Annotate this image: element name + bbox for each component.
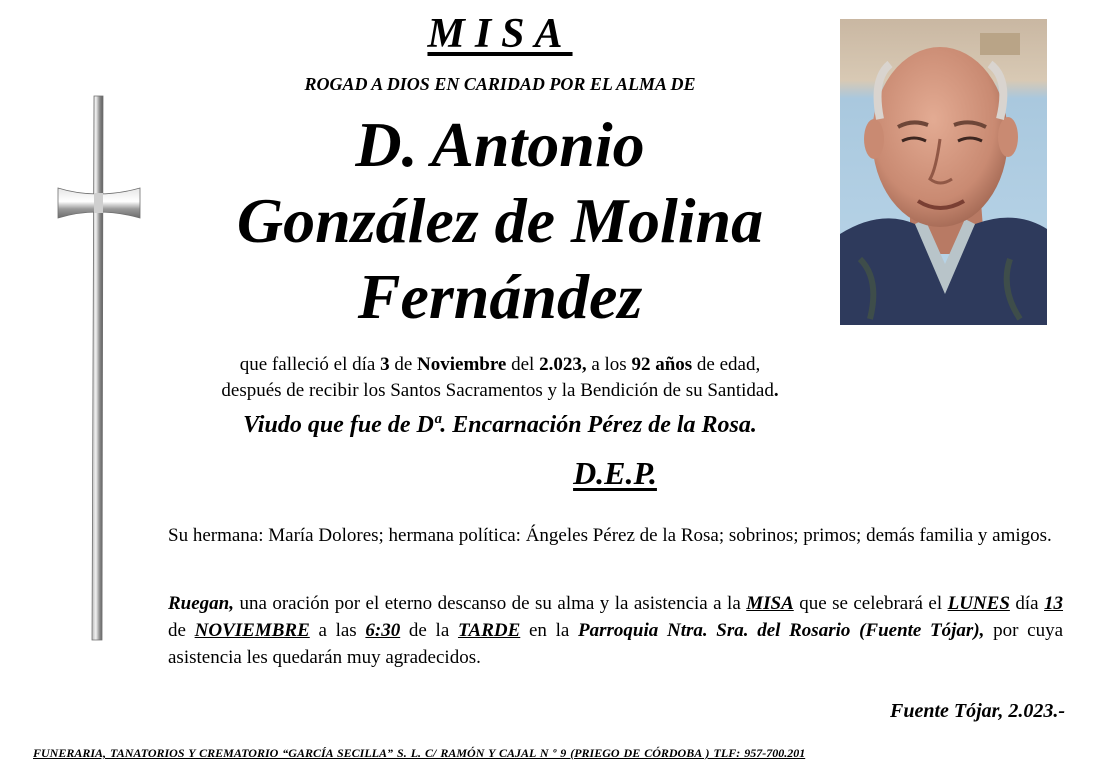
widower-note: Viudo que fue de Dª. Encarnación Pérez de la Rosa. (243, 412, 757, 438)
cross-icon (50, 90, 150, 650)
deceased-name-line-3: Fernández (357, 261, 643, 332)
deceased-name-line-2: González de Molina (236, 185, 764, 256)
place-date: Fuente Tójar, 2.023.- (889, 700, 1065, 722)
mass-invitation-paragraph: Ruegan, una oración por el eterno descanso de su alma y la asistencia a la MISA que se celebrará el LUNES día 13 de NOVIEMBRE a las 6:30 de la TARDE en la Parroquia Ntra. Sra. del Rosario (Fuente Tójar), por cuya asistencia les quedarán muy agradecidos. (168, 593, 1064, 668)
dep-label: D.E.P. (573, 455, 657, 491)
death-details (150, 352, 850, 404)
portrait-photo (840, 19, 1047, 325)
sacraments-line: después de recibir los Santos Sacramentos y la Bendición de su Santidad. (221, 380, 779, 401)
family-paragraph: Su hermana: María Dolores; hermana política: Ángeles Pérez de la Rosa; sobrinos; primos; demás familia y amigos. (168, 525, 1052, 546)
funeral-home-footer: FUNERARIA, TANATORIOS Y CREMATORIO “GARCÍA SECILLA” S. L. C/ RAMÓN Y CAJAL N º 9 (PRIEGO DE CÓRDOBA ) TLF: 957-700.201 (33, 746, 806, 760)
page-title: MISA (427, 11, 573, 57)
death-date-line: que falleció el día 3 de Noviembre del 2.023, a los 92 años de edad, (239, 354, 761, 375)
prayer-request: ROGAD A DIOS EN CARIDAD POR EL ALMA DE (304, 74, 696, 94)
deceased-name-line-1: D. Antonio (355, 109, 645, 180)
